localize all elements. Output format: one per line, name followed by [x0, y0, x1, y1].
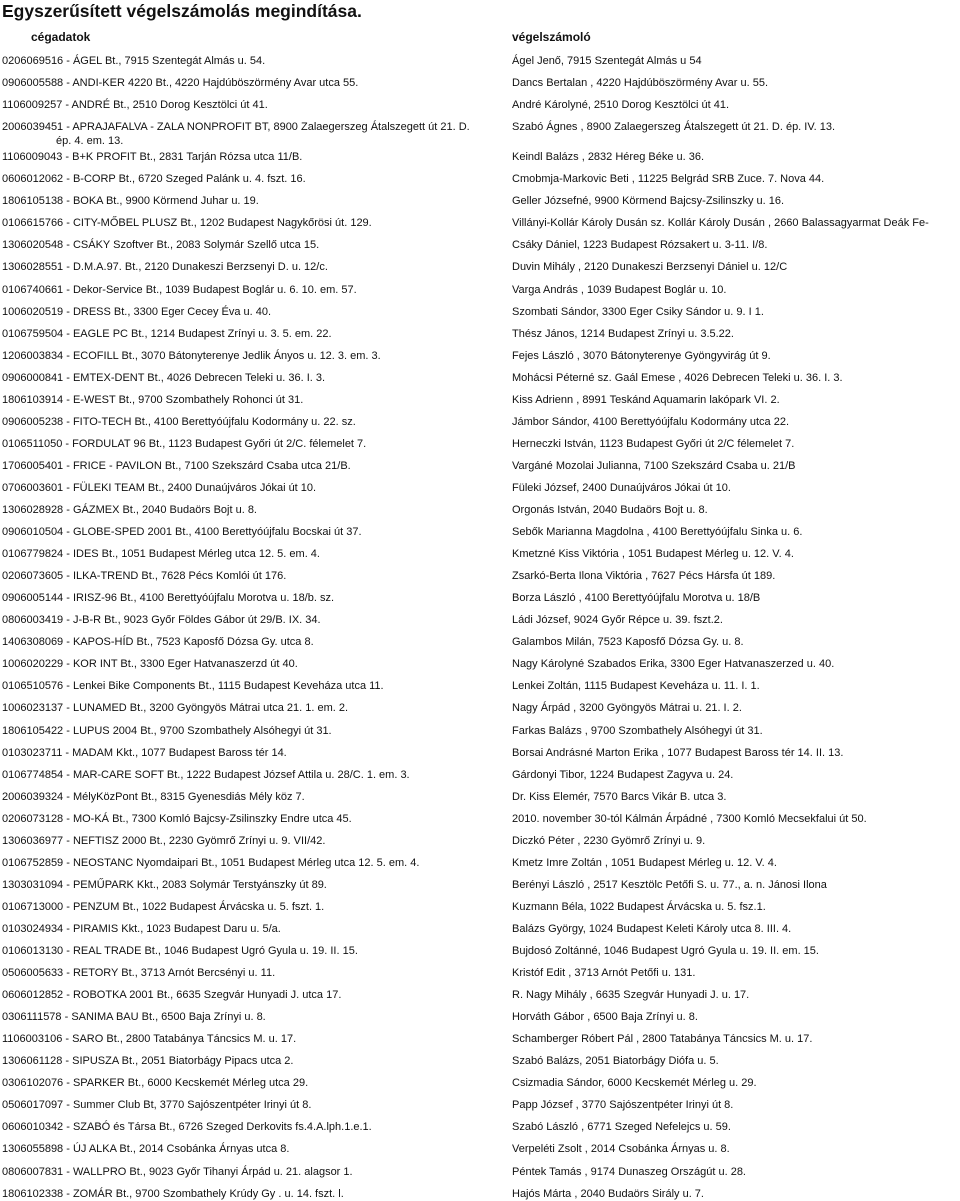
liquidator-cell: Fejes László , 3070 Bátonyterenye Gyöngyvirág út 9. [512, 349, 771, 362]
company-text: 0106713000 - PENZUM Bt., 1022 Budapest Árvácska u. 5. fszt. 1. [2, 900, 325, 913]
company-text: 0706003601 - FÜLEKI TEAM Bt., 2400 Dunaújváros Jókai út 10. [2, 481, 317, 494]
company-cell [2, 283, 510, 297]
company-cell [2, 944, 510, 958]
company-text: 0106615766 - CITY-MŐBEL PLUSZ Bt., 1202 Budapest Nagykőrösi út. 129. [2, 217, 372, 230]
company-text: 0103023711 - MADAM Kkt., 1077 Budapest Baross tér 14. [2, 746, 287, 759]
company-cell [2, 966, 510, 980]
liquidator-cell: Berényi László , 2517 Kesztölc Petőfi S. u. 77., a. n. Jánosi Ilona [512, 878, 827, 891]
liquidator-cell: Gárdonyi Tibor, 1224 Budapest Zagyva u. 24. [512, 768, 734, 781]
company-cell [2, 679, 510, 693]
liquidator-cell: Schamberger Róbert Pál , 2800 Tatabánya Táncsics M. u. 17. [512, 1033, 813, 1046]
liquidator-cell: Mohácsi Péterné sz. Gaál Emese , 4026 Debrecen Teleki u. 36. I. 3. [512, 371, 843, 384]
liquidator-cell: Péntek Tamás , 9174 Dunaszeg Országút u. 28. [512, 1165, 746, 1178]
company-cell [2, 922, 510, 936]
company-text: 1806102338 - ZOMÁR Bt., 9700 Szombathely Krúdy Gy . u. 14. fszt. l. [2, 1187, 344, 1200]
company-text: 1006020519 - DRESS Bt., 3300 Eger Cecey Éva u. 40. [2, 305, 272, 318]
liquidator-cell: Ládi József, 9024 Győr Répce u. 39. fszt.2. [512, 614, 723, 627]
company-text: 0106759504 - EAGLE PC Bt., 1214 Budapest Zrínyi u. 3. 5. em. 22. [2, 327, 332, 340]
company-text: 1006023137 - LUNAMED Bt., 3200 Gyöngyös Mátrai utca 21. 1. em. 2. [2, 702, 349, 715]
company-cell [2, 415, 510, 429]
company-text: 2006039451 - APRAJAFALVA - ZALA NONPROFIT BT, 8900 Zalaegerszeg Átalszegett út 21. D. [2, 121, 470, 134]
company-cell [2, 768, 510, 782]
liquidator-cell: 2010. november 30-tól Kálmán Árpádné , 7300 Komló Mecsekfalui út 50. [512, 812, 867, 825]
liquidator-cell: Geller Józsefné, 9900 Körmend Bajcsy-Zsilinszky u. 16. [512, 195, 785, 208]
company-cell [2, 54, 510, 68]
company-text: 0806007831 - WALLPRO Bt., 9023 Győr Tihanyi Árpád u. 21. alagsor 1. [2, 1165, 353, 1178]
page-title: Egyszerűsített végelszámolás megindítása. [2, 1, 362, 21]
liquidator-cell: Kuzmann Béla, 1022 Budapest Árvácska u. 5. fsz.1. [512, 900, 766, 913]
company-cell [2, 216, 510, 230]
company-cell [2, 701, 510, 715]
company-text: 1406308069 - KAPOS-HÍD Bt., 7523 Kaposfő Dózsa Gy. utca 8. [2, 636, 314, 649]
company-cell [2, 635, 510, 649]
liquidator-cell: Borza László , 4100 Berettyóújfalu Morotva u. 18/B [512, 592, 761, 605]
liquidator-cell: Csáky Dániel, 1223 Budapest Rózsakert u. 3-11. I/8. [512, 239, 768, 252]
liquidator-cell: Cmobmja-Markovic Beti , 11225 Belgrád SRB Zuce. 7. Nova 44. [512, 173, 825, 186]
company-text: 0506017097 - Summer Club Bt, 3770 Sajószentpéter Irinyi út 8. [2, 1099, 312, 1112]
company-cell [2, 238, 510, 252]
company-text: 0106740661 - Dekor-Service Bt., 1039 Budapest Boglár u. 6. 10. em. 57. [2, 283, 357, 296]
company-text: 0206073605 - ILKA-TREND Bt., 7628 Pécs Komlói út 176. [2, 570, 287, 583]
company-cell [2, 76, 510, 90]
liquidator-cell: Füleki József, 2400 Dunaújváros Jókai út 10. [512, 481, 731, 494]
company-text: 0306102076 - SPARKER Bt., 6000 Kecskemét Mérleg utca 29. [2, 1077, 309, 1090]
liquidator-cell: Csizmadia Sándor, 6000 Kecskemét Mérleg u. 29. [512, 1077, 757, 1090]
liquidator-cell: Kristóf Edit , 3713 Arnót Petőfi u. 131. [512, 967, 696, 980]
company-cell [2, 746, 510, 760]
company-cell [2, 569, 510, 583]
company-cell [2, 1054, 510, 1068]
company-text: 0106779824 - IDES Bt., 1051 Budapest Mérleg utca 12. 5. em. 4. [2, 548, 320, 561]
company-cell [2, 503, 510, 517]
company-text: 0506005633 - RETORY Bt., 3713 Arnót Bercsényi u. 11. [2, 967, 276, 980]
company-cell [2, 613, 510, 627]
liquidator-cell: Szabó Ágnes , 8900 Zalaegerszeg Átalszegett út 21. D. ép. IV. 13. [512, 121, 836, 134]
liquidator-cell: Farkas Balázs , 9700 Szombathely Alsóhegyi út 31. [512, 724, 763, 737]
liquidator-cell: Sebők Marianna Magdolna , 4100 Berettyóújfalu Sinka u. 6. [512, 526, 803, 539]
company-text: 0606010342 - SZABÓ és Társa Bt., 6726 Szeged Derkovits fs.4.A.lph.1.e.1. [2, 1121, 372, 1134]
company-text: 0306111578 - SANIMA BAU Bt., 6500 Baja Zrínyi u. 8. [2, 1011, 266, 1024]
company-text: 2006039324 - MélyKözPont Bt., 8315 Gyenesdiás Mély köz 7. [2, 790, 305, 803]
company-cell [2, 525, 510, 539]
company-text: 0606012062 - B-CORP Bt., 6720 Szeged Palánk u. 4. fszt. 16. [2, 173, 306, 186]
liquidator-cell: Kmetz Imre Zoltán , 1051 Budapest Mérleg u. 12. V. 4. [512, 856, 777, 869]
company-cell [2, 459, 510, 473]
liquidator-cell: Balázs György, 1024 Budapest Keleti Károly utca 8. III. 4. [512, 922, 792, 935]
company-text: 0906005144 - IRISZ-96 Bt., 4100 Berettyóújfalu Morotva u. 18/b. sz. [2, 592, 335, 605]
company-text: 1806103914 - E-WEST Bt., 9700 Szombathely Rohonci út 31. [2, 393, 304, 406]
company-cell [2, 856, 510, 870]
company-cell [2, 437, 510, 451]
company-text: 0606012852 - ROBOTKA 2001 Bt., 6635 Szegvár Hunyadi J. utca 17. [2, 989, 342, 1002]
company-cell [2, 1165, 510, 1179]
company-cell [2, 194, 510, 208]
company-text: 1106009043 - B+K PROFIT Bt., 2831 Tarján Rózsa utca 11/B. [2, 151, 303, 164]
liquidator-cell: Keindl Balázs , 2832 Héreg Béke u. 36. [512, 151, 705, 164]
company-text: 0103024934 - PIRAMIS Kkt., 1023 Budapest Daru u. 5/a. [2, 922, 281, 935]
liquidator-cell: R. Nagy Mihály , 6635 Szegvár Hunyadi J. u. 17. [512, 989, 750, 1002]
company-cell [2, 812, 510, 826]
company-cell [2, 327, 510, 341]
liquidator-cell: Diczkó Péter , 2230 Gyömrő Zrínyi u. 9. [512, 834, 706, 847]
company-cell [2, 305, 510, 319]
company-text: 0106752859 - NEOSTANC Nyomdaipari Bt., 1051 Budapest Mérleg utca 12. 5. em. 4. [2, 856, 420, 869]
company-text: 0106774854 - MAR-CARE SOFT Bt., 1222 Budapest József Attila u. 28/C. 1. em. 3. [2, 768, 410, 781]
liquidator-cell: Ágel Jenő, 7915 Szentegát Almás u 54 [512, 55, 702, 67]
company-text: 1706005401 - FRICE - PAVILON Bt., 7100 Szekszárd Csaba utca 21/B. [2, 459, 351, 472]
liquidator-cell: Szabó László , 6771 Szeged Nefelejcs u. 59. [512, 1121, 731, 1134]
liquidator-cell: Lenkei Zoltán, 1115 Budapest Keveháza u. 11. I. 1. [512, 680, 760, 693]
liquidator-cell: Bujdosó Zoltánné, 1046 Budapest Ugró Gyula u. 19. II. em. 15. [512, 945, 819, 957]
company-text: 0206069516 - ÁGEL Bt., 7915 Szentegát Almás u. 54. [2, 55, 266, 67]
company-text-continuation: ép. 4. em. 13. [56, 135, 124, 148]
company-text: 1306036977 - NEFTISZ 2000 Bt., 2230 Gyömrő Zrínyi u. 9. VII/42. [2, 834, 326, 847]
liquidator-cell: André Károlyné, 2510 Dorog Kesztölci út 41. [512, 99, 730, 112]
company-cell [2, 150, 510, 164]
liquidator-cell: Villányi-Kollár Károly Dusán sz. Kollár Károly Dusán , 2660 Balassagyarmat Deák Fe- [512, 217, 929, 230]
company-cell [2, 900, 510, 914]
company-text: 0906005588 - ANDI-KER 4220 Bt., 4220 Hajdúböszörmény Avar utca 55. [2, 77, 359, 90]
liquidator-cell: Szombati Sándor, 3300 Eger Csiky Sándor u. 9. I 1. [512, 305, 764, 318]
company-cell [2, 481, 510, 495]
liquidator-cell: Papp József , 3770 Sajószentpéter Irinyi út 8. [512, 1099, 734, 1112]
liquidator-cell: Dr. Kiss Elemér, 7570 Barcs Vikár B. utca 3. [512, 790, 727, 803]
liquidator-cell: Kiss Adrienn , 8991 Teskánd Aquamarin lakópark VI. 2. [512, 393, 780, 406]
company-cell [2, 1120, 510, 1134]
liquidator-cell: Kmetzné Kiss Viktória , 1051 Budapest Mérleg u. 12. V. 4. [512, 548, 794, 561]
column-header-company: cégadatok [31, 30, 91, 44]
company-cell [2, 834, 510, 848]
company-text: 1106009257 - ANDRÉ Bt., 2510 Dorog Kesztölci út 41. [2, 99, 268, 112]
company-cell [2, 393, 510, 407]
company-text: 1306028551 - D.M.A.97. Bt., 2120 Dunakeszi Berzsenyi D. u. 12/c. [2, 261, 328, 274]
liquidator-cell: Dancs Bertalan , 4220 Hajdúböszörmény Avar u. 55. [512, 77, 769, 90]
liquidator-cell: Jámbor Sándor, 4100 Berettyóújfalu Kodormány utca 22. [512, 415, 790, 428]
company-text: 0106511050 - FORDULAT 96 Bt., 1123 Budapest Győri út 2/C. félemelet 7. [2, 437, 367, 450]
liquidator-cell: Herneczki István, 1123 Budapest Győri út 2/C félemelet 7. [512, 437, 795, 450]
company-text: 1006020229 - KOR INT Bt., 3300 Eger Hatvanaszerzd út 40. [2, 658, 298, 671]
liquidator-cell: Varga András , 1039 Budapest Boglár u. 10. [512, 283, 727, 296]
company-text: 0906010504 - GLOBE-SPED 2001 Bt., 4100 Berettyóújfalu Bocskai út 37. [2, 526, 362, 539]
company-cell [2, 591, 510, 605]
liquidator-cell: Orgonás István, 2040 Budaörs Bojt u. 8. [512, 504, 708, 516]
company-text: 1306028928 - GÁZMEX Bt., 2040 Budaörs Bojt u. 8. [2, 504, 257, 516]
company-cell [2, 98, 510, 112]
company-cell [2, 724, 510, 738]
company-cell [2, 790, 510, 804]
column-header-liquidator: végelszámoló [512, 30, 591, 44]
company-cell [2, 172, 510, 186]
company-cell [2, 120, 510, 148]
company-cell [2, 1142, 510, 1156]
liquidator-cell: Duvin Mihály , 2120 Dunakeszi Berzsenyi Dániel u. 12/C [512, 261, 788, 274]
company-text: 0906000841 - EMTEX-DENT Bt., 4026 Debrecen Teleki u. 36. I. 3. [2, 371, 326, 384]
company-cell [2, 260, 510, 274]
liquidator-cell: Nagy Árpád , 3200 Gyöngyös Mátrai u. 21. I. 2. [512, 702, 742, 715]
company-text: 0106510576 - Lenkei Bike Components Bt., 1115 Budapest Keveháza utca 11. [2, 680, 384, 693]
company-text: 1306055898 - ÚJ ALKA Bt., 2014 Csobánka Árnyas utca 8. [2, 1143, 290, 1156]
company-text: 0106013130 - REAL TRADE Bt., 1046 Budapest Ugró Gyula u. 19. II. 15. [2, 945, 358, 957]
company-text: 1806105422 - LUPUS 2004 Bt., 9700 Szombathely Alsóhegyi út 31. [2, 724, 332, 737]
company-text: 1206003834 - ECOFILL Bt., 3070 Bátonyterenye Jedlik Ányos u. 12. 3. em. 3. [2, 349, 381, 362]
liquidator-cell: Zsarkó-Berta Ilona Viktória , 7627 Pécs Hársfa út 189. [512, 570, 776, 583]
company-cell [2, 878, 510, 892]
company-text: 1303031094 - PEMŰPARK Kkt., 2083 Solymár Terstyánszky út 89. [2, 878, 327, 891]
company-text: 0206073128 - MO-KÁ Bt., 7300 Komló Bajcsy-Zsilinszky Endre utca 45. [2, 812, 352, 825]
liquidator-cell: Szabó Balázs, 2051 Biatorbágy Diófa u. 5. [512, 1055, 719, 1068]
company-text: 1306020548 - CSÁKY Szoftver Bt., 2083 Solymár Szellő utca 15. [2, 239, 320, 252]
company-cell [2, 988, 510, 1002]
liquidator-cell: Vargáné Mozolai Julianna, 7100 Szekszárd Csaba u. 21/B [512, 459, 796, 472]
company-text: 1106003106 - SARO Bt., 2800 Tatabánya Táncsics M. u. 17. [2, 1033, 297, 1046]
company-cell [2, 1010, 510, 1024]
company-cell [2, 349, 510, 363]
liquidator-cell: Thész János, 1214 Budapest Zrínyi u. 3.5.22. [512, 327, 734, 340]
company-cell [2, 371, 510, 385]
company-cell [2, 547, 510, 561]
company-cell [2, 1076, 510, 1090]
liquidator-cell: Horváth Gábor , 6500 Baja Zrínyi u. 8. [512, 1011, 698, 1024]
liquidator-cell: Nagy Károlyné Szabados Erika, 3300 Eger Hatvanaszerzed u. 40. [512, 658, 835, 671]
company-cell [2, 1032, 510, 1046]
liquidator-cell: Borsai Andrásné Marton Erika , 1077 Budapest Baross tér 14. II. 13. [512, 746, 844, 759]
company-text: 1306061128 - SIPUSZA Bt., 2051 Biatorbágy Pipacs utca 2. [2, 1055, 294, 1068]
company-text: 0906005238 - FITO-TECH Bt., 4100 Berettyóújfalu Kodormány u. 22. sz. [2, 415, 356, 428]
liquidator-cell: Galambos Milán, 7523 Kaposfő Dózsa Gy. u. 8. [512, 636, 744, 649]
company-text: 0806003419 - J-B-R Bt., 9023 Győr Földes Gábor út 29/B. IX. 34. [2, 614, 321, 627]
company-cell [2, 657, 510, 671]
company-cell [2, 1187, 510, 1201]
liquidator-cell: Hajós Márta , 2040 Budaörs Sirály u. 7. [512, 1187, 704, 1200]
company-text: 1806105138 - BOKA Bt., 9900 Körmend Juhar u. 19. [2, 195, 259, 208]
company-cell [2, 1098, 510, 1112]
liquidator-cell: Verpeléti Zsolt , 2014 Csobánka Árnyas u. 8. [512, 1143, 730, 1156]
